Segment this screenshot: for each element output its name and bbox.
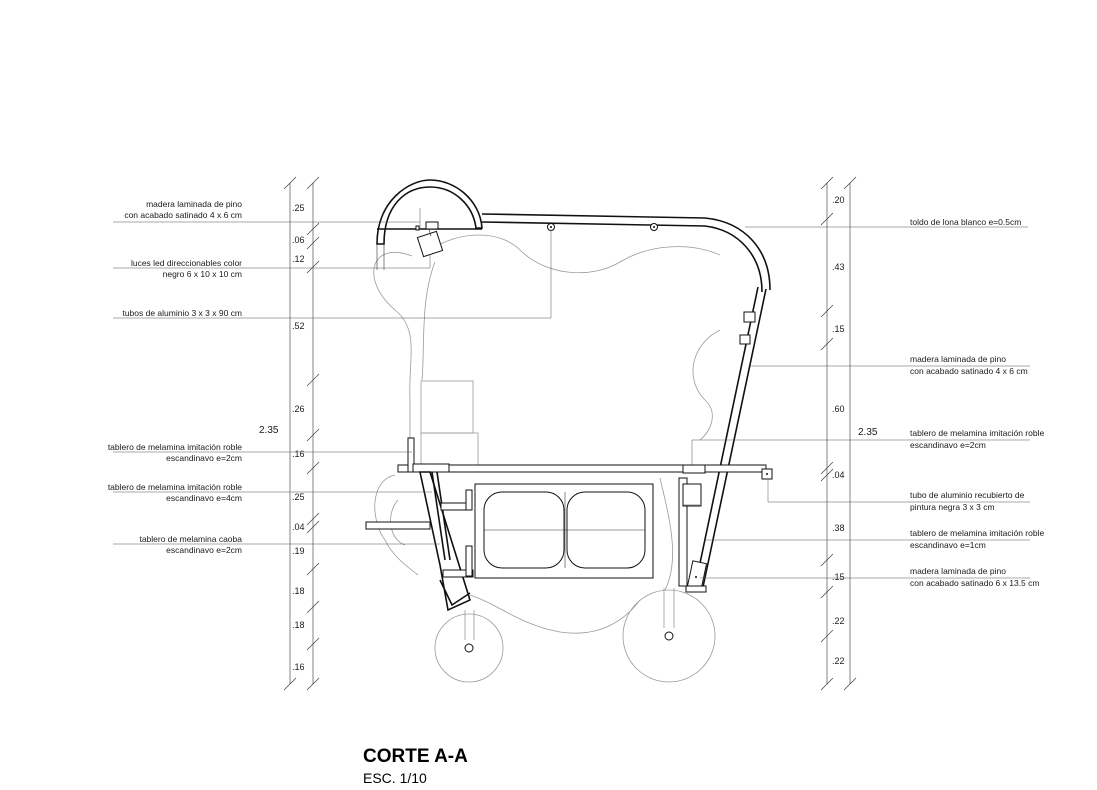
left-dim-9: .19 [292,546,305,556]
left-dimension-chain [259,177,319,690]
left-dim-5: .26 [292,404,305,414]
right-dim-6: .38 [832,523,845,533]
label-pine-laminated-right-line1: madera laminada de pino [910,354,1006,364]
label-black-aluminium-tube-line2: pintura negra 3 x 3 cm [910,502,995,512]
right-dim-9: .22 [832,656,845,666]
left-dim-11: .18 [292,620,305,630]
left-dim-8: .04 [292,522,305,532]
left-dim-10: .18 [292,586,305,596]
left-dim-6: .16 [292,449,305,459]
drawing-scale: ESC. 1/10 [363,770,427,786]
label-black-aluminium-tube-line1: tubo de aluminio recubierto de [910,490,1025,500]
label-oak-melamine-2cm-left-line1: tablero de melamina imitación roble [107,442,242,452]
right-total-dimension: 2.35 [858,427,878,438]
left-shelf-assembly [366,438,473,610]
title-block [363,746,468,786]
left-dim-1: .25 [292,203,305,213]
right-wheel [623,588,715,682]
label-pine-laminated-top-line1: madera laminada de pino [146,199,242,209]
right-inclined-post [687,287,766,589]
right-annotation-labels [910,217,1044,588]
right-dim-4: .60 [832,404,845,414]
label-mahogany-melamine-line2: escandinavo e=2cm [166,545,242,555]
right-dim-1: .20 [832,195,845,205]
label-pine-laminated-top-line2: con acabado satinado 4 x 6 cm [124,210,242,220]
left-dim-3: .12 [292,254,305,264]
right-dim-3: .15 [832,324,845,334]
label-oak-melamine-2cm-right-line1: tablero de melamina imitación roble [910,428,1045,438]
right-dim-7: .15 [832,572,845,582]
right-dim-5: .04 [832,470,845,480]
label-oak-melamine-2cm-left-line2: escandinavo e=2cm [166,453,242,463]
drawing-title: CORTE A-A [363,746,468,767]
right-dim-2: .43 [832,262,845,272]
label-oak-melamine-4cm-line2: escandinavo e=4cm [166,493,242,503]
left-dim-2: .06 [292,235,305,245]
label-aluminium-tubes: tubos de aluminio 3 x 3 x 90 cm [122,308,242,318]
left-annotation-labels [108,199,242,555]
left-wheel [435,610,503,682]
label-oak-melamine-1cm-line2: escandinavo e=1cm [910,540,986,550]
label-white-canvas-awning: toldo de lona blanco e=0.5cm [910,217,1022,227]
left-total-dimension: 2.35 [259,425,279,436]
right-dimension-chain [821,177,878,690]
left-dim-12: .16 [292,662,305,672]
display-cabinet [475,484,653,578]
label-oak-melamine-1cm-line1: tablero de melamina imitación roble [910,528,1045,538]
awning-canvas [482,214,770,292]
left-dim-7: .25 [292,492,305,502]
label-oak-melamine-4cm-line1: tablero de melamina imitación roble [107,482,242,492]
label-pine-laminated-base-line1: madera laminada de pino [910,566,1006,576]
label-pine-laminated-right-line2: con acabado satinado 4 x 6 cm [910,366,1028,376]
left-dim-4: .52 [292,321,305,331]
label-led-lights-line2: negro 6 x 10 x 10 cm [162,269,242,279]
label-pine-laminated-base-line2: con acabado satinado 6 x 13.5 cm [910,578,1040,588]
label-mahogany-melamine-line1: tablero de melamina caoba [139,534,242,544]
counter-top [398,465,772,479]
led-light-fixture [417,222,442,257]
right-dim-8: .22 [832,616,845,626]
label-oak-melamine-2cm-right-line2: escandinavo e=2cm [910,440,986,450]
label-led-lights-line1: luces led direccionables color [130,258,242,268]
